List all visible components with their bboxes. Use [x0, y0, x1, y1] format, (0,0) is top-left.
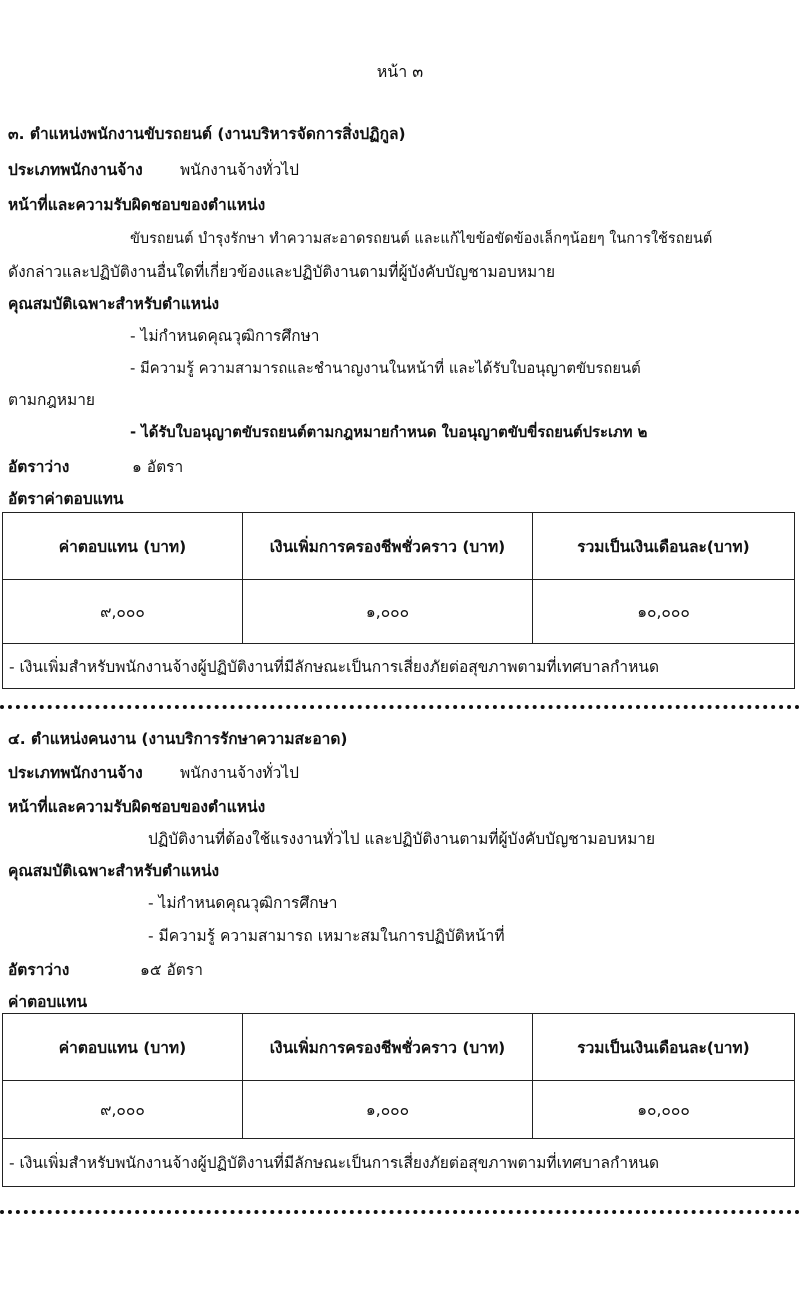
section-4-qualification-1: - ไม่กำหนดคุณวุฒิการศึกษา	[148, 894, 338, 912]
section-4-type-label: ประเภทพนักงานจ้าง	[8, 764, 143, 782]
page-number: หน้า ๓	[376, 62, 424, 81]
section-3-qualification-2-cont: ตามกฎหมาย	[8, 391, 95, 409]
section-3-type-value: พนักงานจ้างทั่วไป	[180, 161, 299, 179]
cell-cost-of-living: ๑,๐๐๐	[243, 580, 533, 644]
header-compensation: ค่าตอบแทน (บาท)	[3, 513, 243, 580]
cell-cost-of-living: ๑,๐๐๐	[243, 1081, 533, 1139]
section-3-title: ๓. ตำแหน่งพนักงานขับรถยนต์ (งานบริหารจัดการสิ่งปฏิกูล)	[8, 125, 406, 143]
section-3-qualification-2: - มีความรู้ ความสามารถและชำนาญงานในหน้าที่ และได้รับใบอนุญาตขับรถยนต์	[130, 360, 641, 377]
section-3-duties-label: หน้าที่และความรับผิดชอบของตำแหน่ง	[8, 196, 266, 214]
section-3-duties-line-2: ดังกล่าวและปฏิบัติงานอื่นใดที่เกี่ยวข้องและปฏิบัติงานตามที่ผู้บังคับบัญชามอบหมาย	[8, 263, 556, 281]
section-4-duties-label: หน้าที่และความรับผิดชอบของตำแหน่ง	[8, 798, 266, 816]
dotted-divider	[0, 705, 800, 709]
section-3-vacancy-value: ๑ อัตรา	[132, 458, 184, 476]
section-3-type-label: ประเภทพนักงานจ้าง	[8, 161, 143, 179]
section-3-qualification-3: - ได้รับใบอนุญาตขับรถยนต์ตามกฎหมายกำหนด ใบอนุญาตขับขี่รถยนต์ประเภท ๒	[130, 424, 648, 441]
table-header-row	[3, 513, 795, 580]
section-4-qualifications-label: คุณสมบัติเฉพาะสำหรับตำแหน่ง	[8, 862, 220, 880]
section-3-pay-table	[2, 512, 795, 689]
cell-compensation: ๙,๐๐๐	[3, 1081, 243, 1139]
table-note: - เงินเพิ่มสำหรับพนักงานจ้างผู้ปฏิบัติงานที่มีลักษณะเป็นการเสี่ยงภัยต่อสุขภาพตามที่เทศบาลกำหนด	[3, 644, 795, 689]
section-3-vacancy-label: อัตราว่าง	[8, 458, 70, 476]
section-4-pay-table	[2, 1013, 795, 1187]
section-4-qualification-2: - มีความรู้ ความสามารถ เหมาะสมในการปฏิบัติหน้าที่	[148, 927, 505, 945]
table-row	[3, 1081, 795, 1139]
table-note-row	[3, 1139, 795, 1187]
section-3-pay-label: อัตราค่าตอบแทน	[8, 490, 124, 508]
section-4-title: ๔. ตำแหน่งคนงาน (งานบริการรักษาความสะอาด)	[8, 730, 348, 748]
table-row	[3, 580, 795, 644]
section-3-qualifications-label: คุณสมบัติเฉพาะสำหรับตำแหน่ง	[8, 295, 220, 313]
table-note: - เงินเพิ่มสำหรับพนักงานจ้างผู้ปฏิบัติงานที่มีลักษณะเป็นการเสี่ยงภัยต่อสุขภาพตามที่เทศบาลกำหนด	[3, 1139, 795, 1187]
dotted-divider	[0, 1210, 800, 1214]
section-4-type-value: พนักงานจ้างทั่วไป	[180, 764, 299, 782]
cell-monthly-total: ๑๐,๐๐๐	[533, 1081, 795, 1139]
table-note-row	[3, 644, 795, 689]
section-4-duties-line-1: ปฏิบัติงานที่ต้องใช้แรงงานทั่วไป และปฏิบัติงานตามที่ผู้บังคับบัญชามอบหมาย	[148, 830, 656, 848]
header-cost-of-living: เงินเพิ่มการครองชีพชั่วคราว (บาท)	[243, 1014, 533, 1081]
section-4-vacancy-label: อัตราว่าง	[8, 961, 70, 979]
cell-compensation: ๙,๐๐๐	[3, 580, 243, 644]
cell-monthly-total: ๑๐,๐๐๐	[533, 580, 795, 644]
header-monthly-total: รวมเป็นเงินเดือนละ(บาท)	[533, 1014, 795, 1081]
section-3-duties-line-1: ขับรถยนต์ บำรุงรักษา ทำความสะอาดรถยนต์ และแก้ไขข้อขัดข้องเล็กๆน้อยๆ ในการใช้รถยนต์	[130, 231, 713, 247]
section-4-vacancy-value: ๑๕ อัตรา	[140, 961, 203, 979]
header-monthly-total: รวมเป็นเงินเดือนละ(บาท)	[533, 513, 795, 580]
header-cost-of-living: เงินเพิ่มการครองชีพชั่วคราว (บาท)	[243, 513, 533, 580]
section-3-qualification-1: - ไม่กำหนดคุณวุฒิการศึกษา	[130, 327, 320, 345]
header-compensation: ค่าตอบแทน (บาท)	[3, 1014, 243, 1081]
section-4-pay-label: ค่าตอบแทน	[8, 993, 88, 1011]
table-header-row	[3, 1014, 795, 1081]
